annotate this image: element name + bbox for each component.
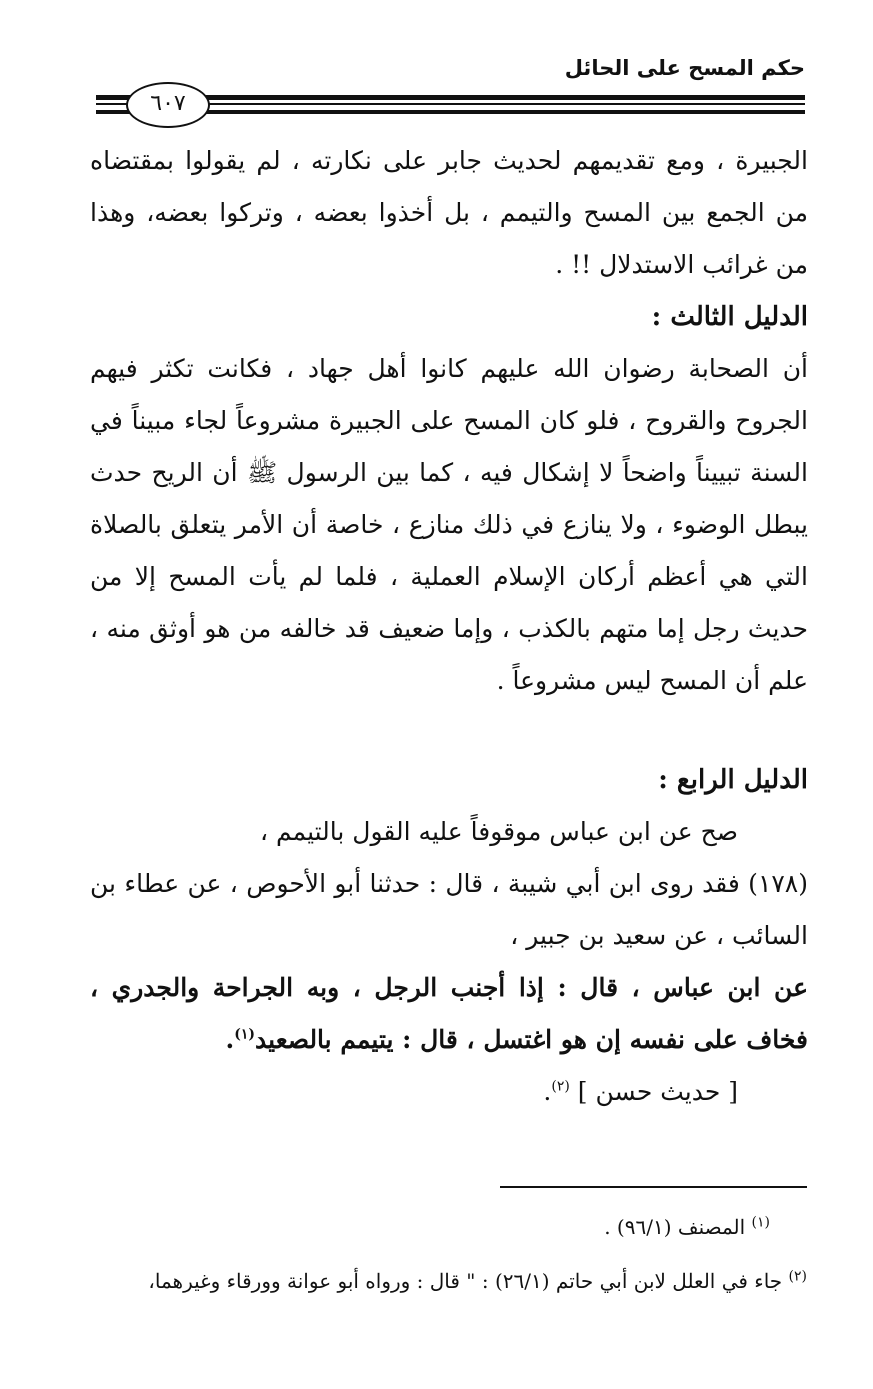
paragraph-third-evidence: أن الصحابة رضوان الله عليهم كانوا أهل جهاد ، فكانت تكثر فيهم الجروح والقروح ، فلو كان المسح على الجبيرة مشروعاً لجاء مبيناً في السنة تبييناً واضحاً لا إشكال فيه ، كما بين الرسول ﷺ أن الريح حدث يبطل الوضوء ، ولا ينازع في ذلك منازع ، خاصة أن الأمر يتعلق بالصلاة التي هي أعظم أركان الإسلام العملية ، فلما لم يأت المسح إلا من حديث رجل إما متهم بالكذب ، وإما ضعيف قد خالفه من هو أوثق منه ، علم أن المسح ليس مشروعاً . <box>90 354 808 695</box>
paragraph-hadith-text <box>90 962 808 1066</box>
footnote-2-number: (٢) <box>788 1268 807 1285</box>
page-number: ٦٠٧ <box>126 82 210 128</box>
footnote-1-text: المصنف (٩٦/١) . <box>604 1215 746 1239</box>
paragraph-grading <box>90 1066 808 1118</box>
footnote-separator <box>500 1186 807 1188</box>
paragraph-continuation: الجبيرة ، ومع تقديمهم لحديث جابر على نكارته ، لم يقولوا بمقتضاه من الجمع بين المسح والتيمم ، بل أخذوا بعضه ، وتركوا بعضه، وهذا من غرائب الاستدلال !! . <box>90 146 808 279</box>
heading-fourth-evidence: الدليل الرابع : <box>658 765 808 795</box>
footnote-2 <box>90 1266 807 1296</box>
footnote-ref-1: (١) <box>234 1026 256 1043</box>
heading-third-evidence: الدليل الثالث : <box>651 302 808 332</box>
grading-end: . <box>543 1077 552 1106</box>
hadith-end: . <box>225 1025 235 1054</box>
running-title: حكم المسح على الحائل <box>564 56 805 80</box>
hadith-text: عن ابن عباس ، قال : إذا أجنب الرجل ، وبه الجراحة والجدري ، فخاف على نفسه إن هو اغتسل ، قال : يتيمم بالصعيد <box>90 973 808 1054</box>
footnote-1-number: (١) <box>751 1214 770 1231</box>
grading-text: [ حديث حسن ] <box>577 1077 738 1106</box>
text-block-1 <box>90 135 808 707</box>
footnote-2-text: جاء في العلل لابن أبي حاتم (٢٦/١) : " قال : ورواه أبو عوانة وورقاء وغيرهما، <box>148 1269 783 1293</box>
paragraph-ibn-abbas: صح عن ابن عباس موقوفاً عليه القول بالتيمم ، <box>259 817 738 846</box>
paragraph-hadith-chain: (١٧٨) فقد روى ابن أبي شيبة ، قال : حدثنا أبو الأحوص ، عن عطاء بن السائب ، عن سعيد بن جبير ، <box>90 869 808 950</box>
footnote-ref-2: (٢) <box>551 1078 570 1095</box>
footnote-1 <box>90 1212 770 1242</box>
text-block-2 <box>90 754 808 1118</box>
